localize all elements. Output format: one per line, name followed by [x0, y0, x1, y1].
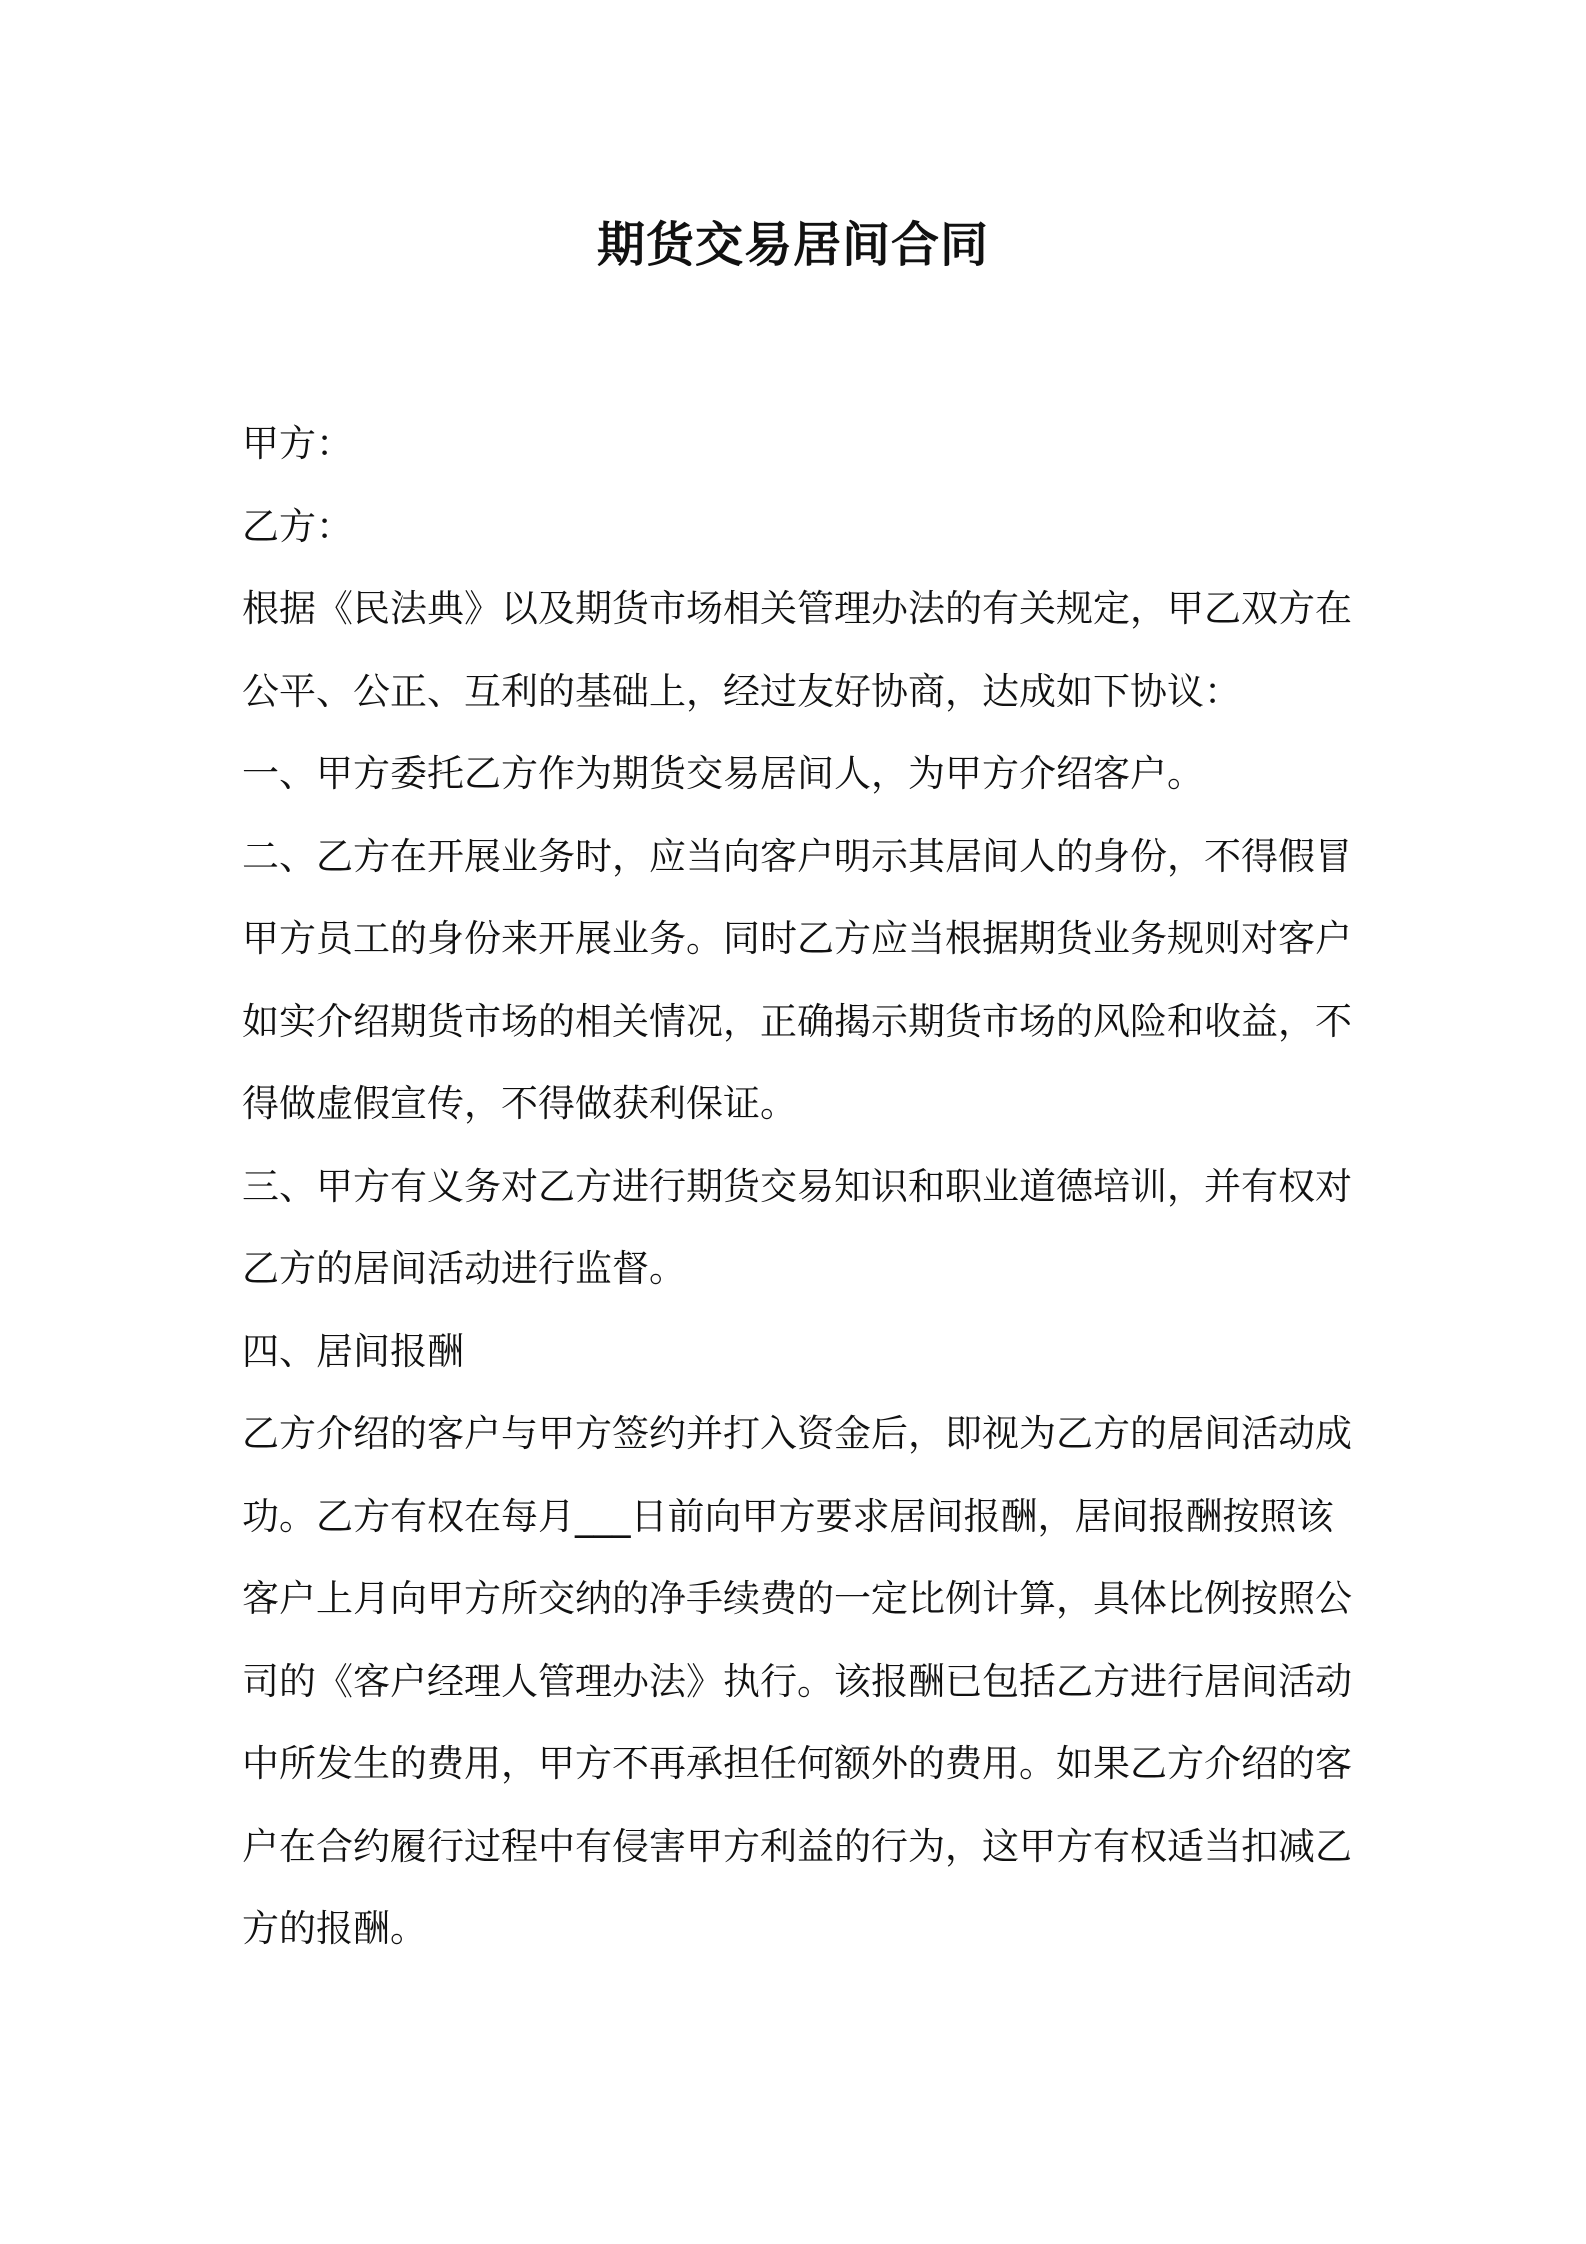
clause-4-line: 司的《客户经理人管理办法》执行。该报酬已包括乙方进行居间活动	[242, 1659, 1352, 1703]
clause-2-line: 二、乙方在开展业务时，应当向客户明示其居间人的身份，不得假冒	[242, 834, 1352, 878]
party-a-line: 甲方：	[242, 422, 353, 465]
clause-4-line: 乙方介绍的客户与甲方签约并打入资金后，即视为乙方的居间活动成	[242, 1412, 1352, 1455]
preamble-line: 根据《民法典》以及期货市场相关管理办法的有关规定，甲乙双方在	[242, 587, 1352, 630]
clause-4-line: 户在合约履行过程中有侵害甲方利益的行为，这甲方有权适当扣减乙	[242, 1824, 1352, 1868]
clause-4-line: 中所发生的费用，甲方不再承担任何额外的费用。如果乙方介绍的客	[242, 1742, 1352, 1785]
clause-4-line: 客户上月向甲方所交纳的净手续费的一定比例计算，具体比例按照公	[242, 1577, 1352, 1620]
clause-4-line: 方的报酬。	[242, 1907, 427, 1950]
preamble-line: 公平、公正、互利的基础上，经过友好协商，达成如下协议：	[242, 669, 1241, 713]
document-body	[242, 403, 1362, 1971]
clause-3-line: 三、甲方有义务对乙方进行期货交易知识和职业道德培训，并有权对	[242, 1164, 1352, 1208]
party-b-line: 乙方：	[242, 504, 353, 548]
clause-2-line: 甲方员工的身份来开展业务。同时乙方应当根据期货业务规则对客户	[242, 917, 1352, 960]
clause-4-heading: 四、居间报酬	[242, 1329, 464, 1373]
clause-1-line: 一、甲方委托乙方作为期货交易居间人，为甲方介绍客户。	[242, 752, 1204, 795]
clause-3-line: 乙方的居间活动进行监督。	[242, 1247, 686, 1290]
clause-2-line: 如实介绍期货市场的相关情况，正确揭示期货市场的风险和收益，不	[242, 999, 1352, 1043]
clause-2-line: 得做虚假宣传，不得做获利保证。	[242, 1082, 797, 1125]
document-title: 期货交易居间合同	[596, 217, 989, 273]
clause-4-line: 功。乙方有权在每月___日前向甲方要求居间报酬，居间报酬按照该	[242, 1494, 1334, 1538]
